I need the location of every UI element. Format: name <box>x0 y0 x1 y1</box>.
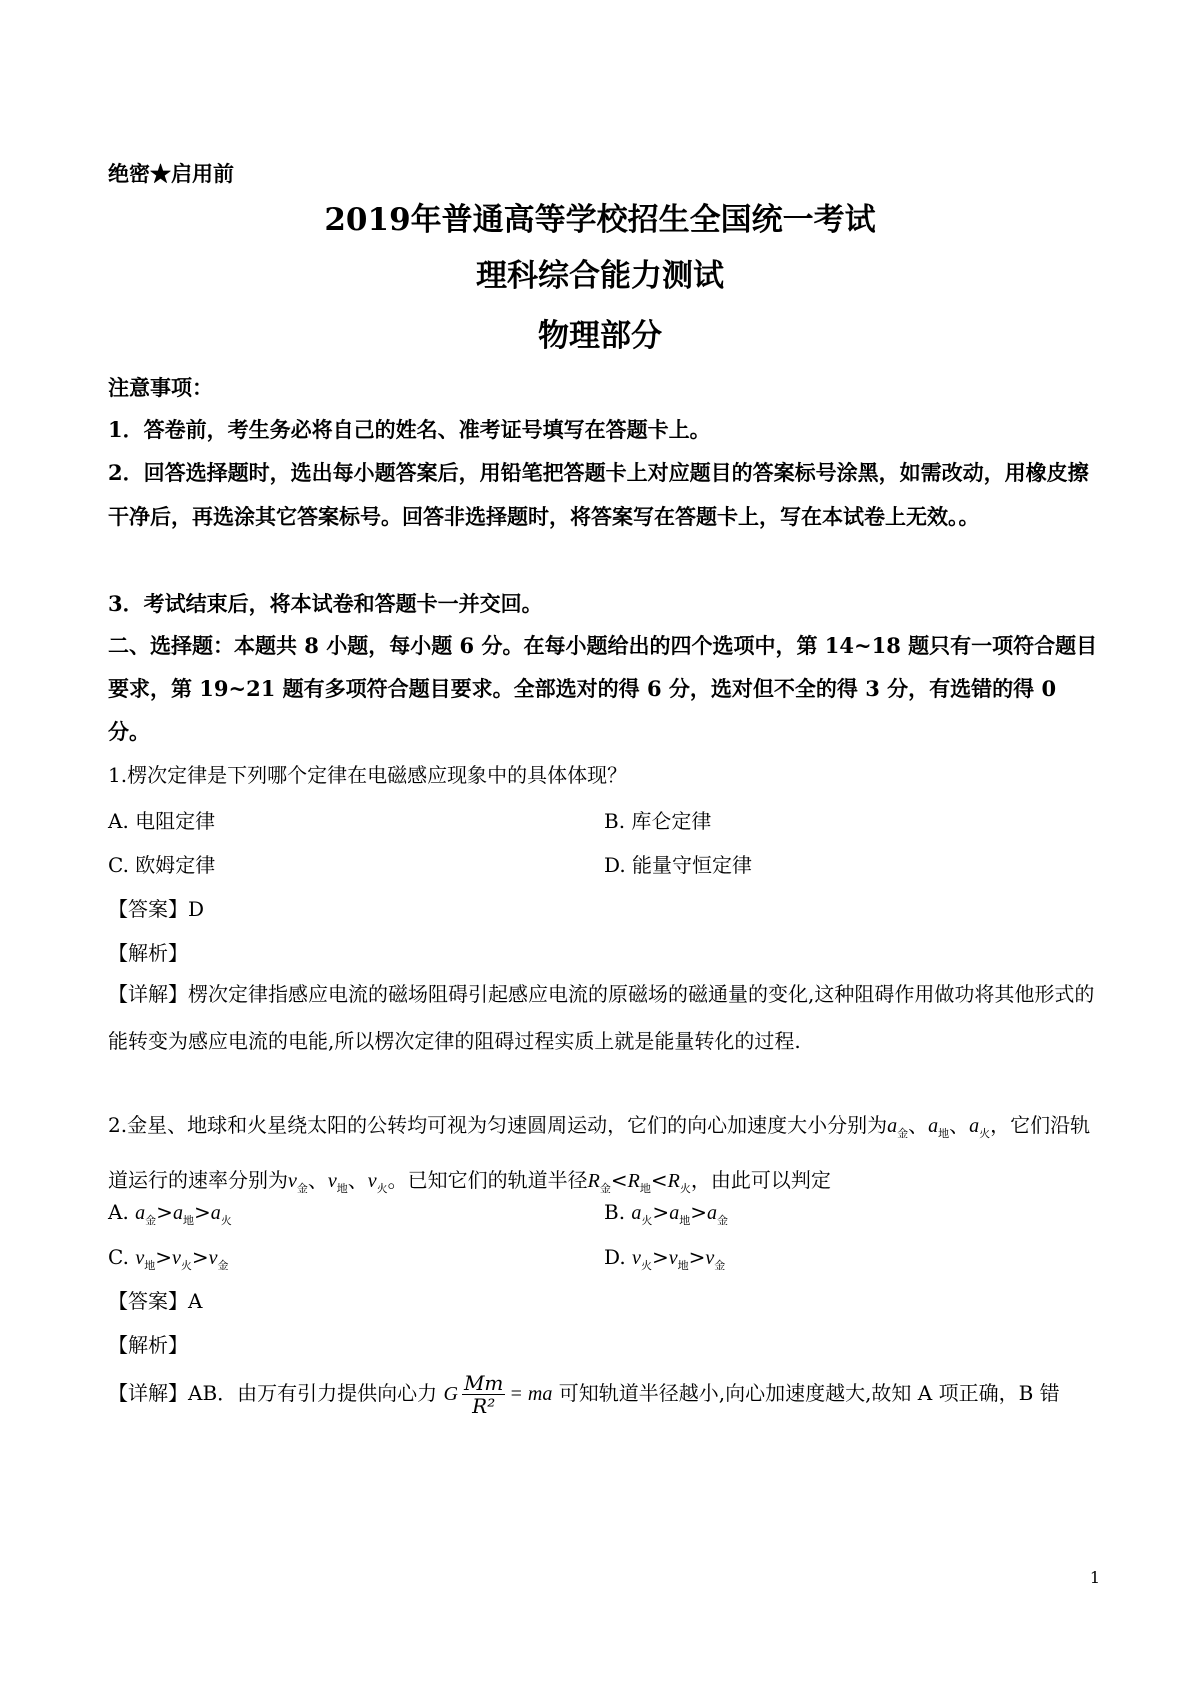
q2-option-c: C. $v_地>v_火>v_金$ <box>108 1245 229 1272</box>
q2-stem: 2.金星、地球和火星绕太阳的公转均可视为匀速圆周运动，它们的向心加速度大小分别为$a_金$、$a_地$、$a_火$，它们沿轨道运行的速率分别为$v_金$、$v_地$、$v_火$。已知它们的轨道半径$R_金<R_地<R_火$，由此可以判定 <box>108 1113 1091 1195</box>
notice-item-3: 3．考试结束后，将本试卷和答题卡一并交回。 <box>108 591 543 616</box>
q1-option-c: C. 欧姆定律 <box>108 853 216 877</box>
q2-answer: 【答案】A <box>108 1289 203 1313</box>
formula-rhs: = ma <box>509 1383 553 1405</box>
exam-subtitle: 理科综合能力测试 <box>476 258 724 294</box>
q2-option-d: D. $v_火>v_地>v_金$ <box>604 1245 726 1272</box>
formula-G: G <box>443 1383 458 1405</box>
page-number: 1 <box>1089 1568 1100 1587</box>
exam-section-title: 物理部分 <box>538 318 662 354</box>
q1-answer: 【答案】D <box>108 897 205 921</box>
q1-option-d: D. 能量守恒定律 <box>604 853 753 877</box>
q1-detail: 【详解】楞次定律指感应电流的磁场阻碍引起感应电流的原磁场的磁通量的变化,这种阻碍作用做功将其他形式的能转变为感应电流的电能,所以楞次定律的阻碍过程实质上就是能量转化的过程. <box>108 982 1095 1053</box>
q1-option-b: B. 库仑定律 <box>604 809 712 833</box>
q2-analysis-label: 【解析】 <box>108 1333 188 1357</box>
notice-item-2: 2．回答选择题时，选出每小题答案后，用铅笔把答题卡上对应题目的答案标号涂黑，如需改动，用橡皮擦干净后，再选涂其它答案标号。回答非选择题时，将答案写在答题卡上，写在本试卷上无效。。 <box>108 460 1089 529</box>
notice-heading: 注意事项： <box>108 375 213 400</box>
q2-option-b: B. $a_火>a_地>a_金$ <box>604 1200 728 1227</box>
secret-label: 绝密★启用前 <box>108 161 234 186</box>
q2-option-a: A. $a_金>a_地>a_火$ <box>108 1200 232 1227</box>
q1-analysis-label: 【解析】 <box>108 941 188 965</box>
q1-stem: 1.楞次定律是下列哪个定律在电磁感应现象中的具体体现？ <box>108 763 628 787</box>
section-heading: 二、选择题：本题共 8 小题，每小题 6 分。在每小题给出的四个选项中，第 14~18 题只有一项符合题目要求，第 19~21 题有多项符合题目要求。全部选对的得 6 分，选对但不全的得 3 分，有选错的得 0 分。 <box>108 633 1098 744</box>
formula-fraction: $\frac{Mm}{\text{R²}}$ <box>463 1371 504 1418</box>
q1-option-a: A. 电阻定律 <box>108 809 216 833</box>
exam-title: 2019年普通高等学校招生全国统一考试 <box>324 202 876 238</box>
q2-detail: 【详解】AB．由万有引力提供向心力 G $\frac{Mm}{\text{R²}}$ = ma 可知轨道半径越小,向心加速度越大,故知 A 项正确，B 错 <box>108 1371 1060 1418</box>
notice-item-1: 1．答卷前，考生务必将自己的姓名、准考证号填写在答题卡上。 <box>108 417 711 442</box>
